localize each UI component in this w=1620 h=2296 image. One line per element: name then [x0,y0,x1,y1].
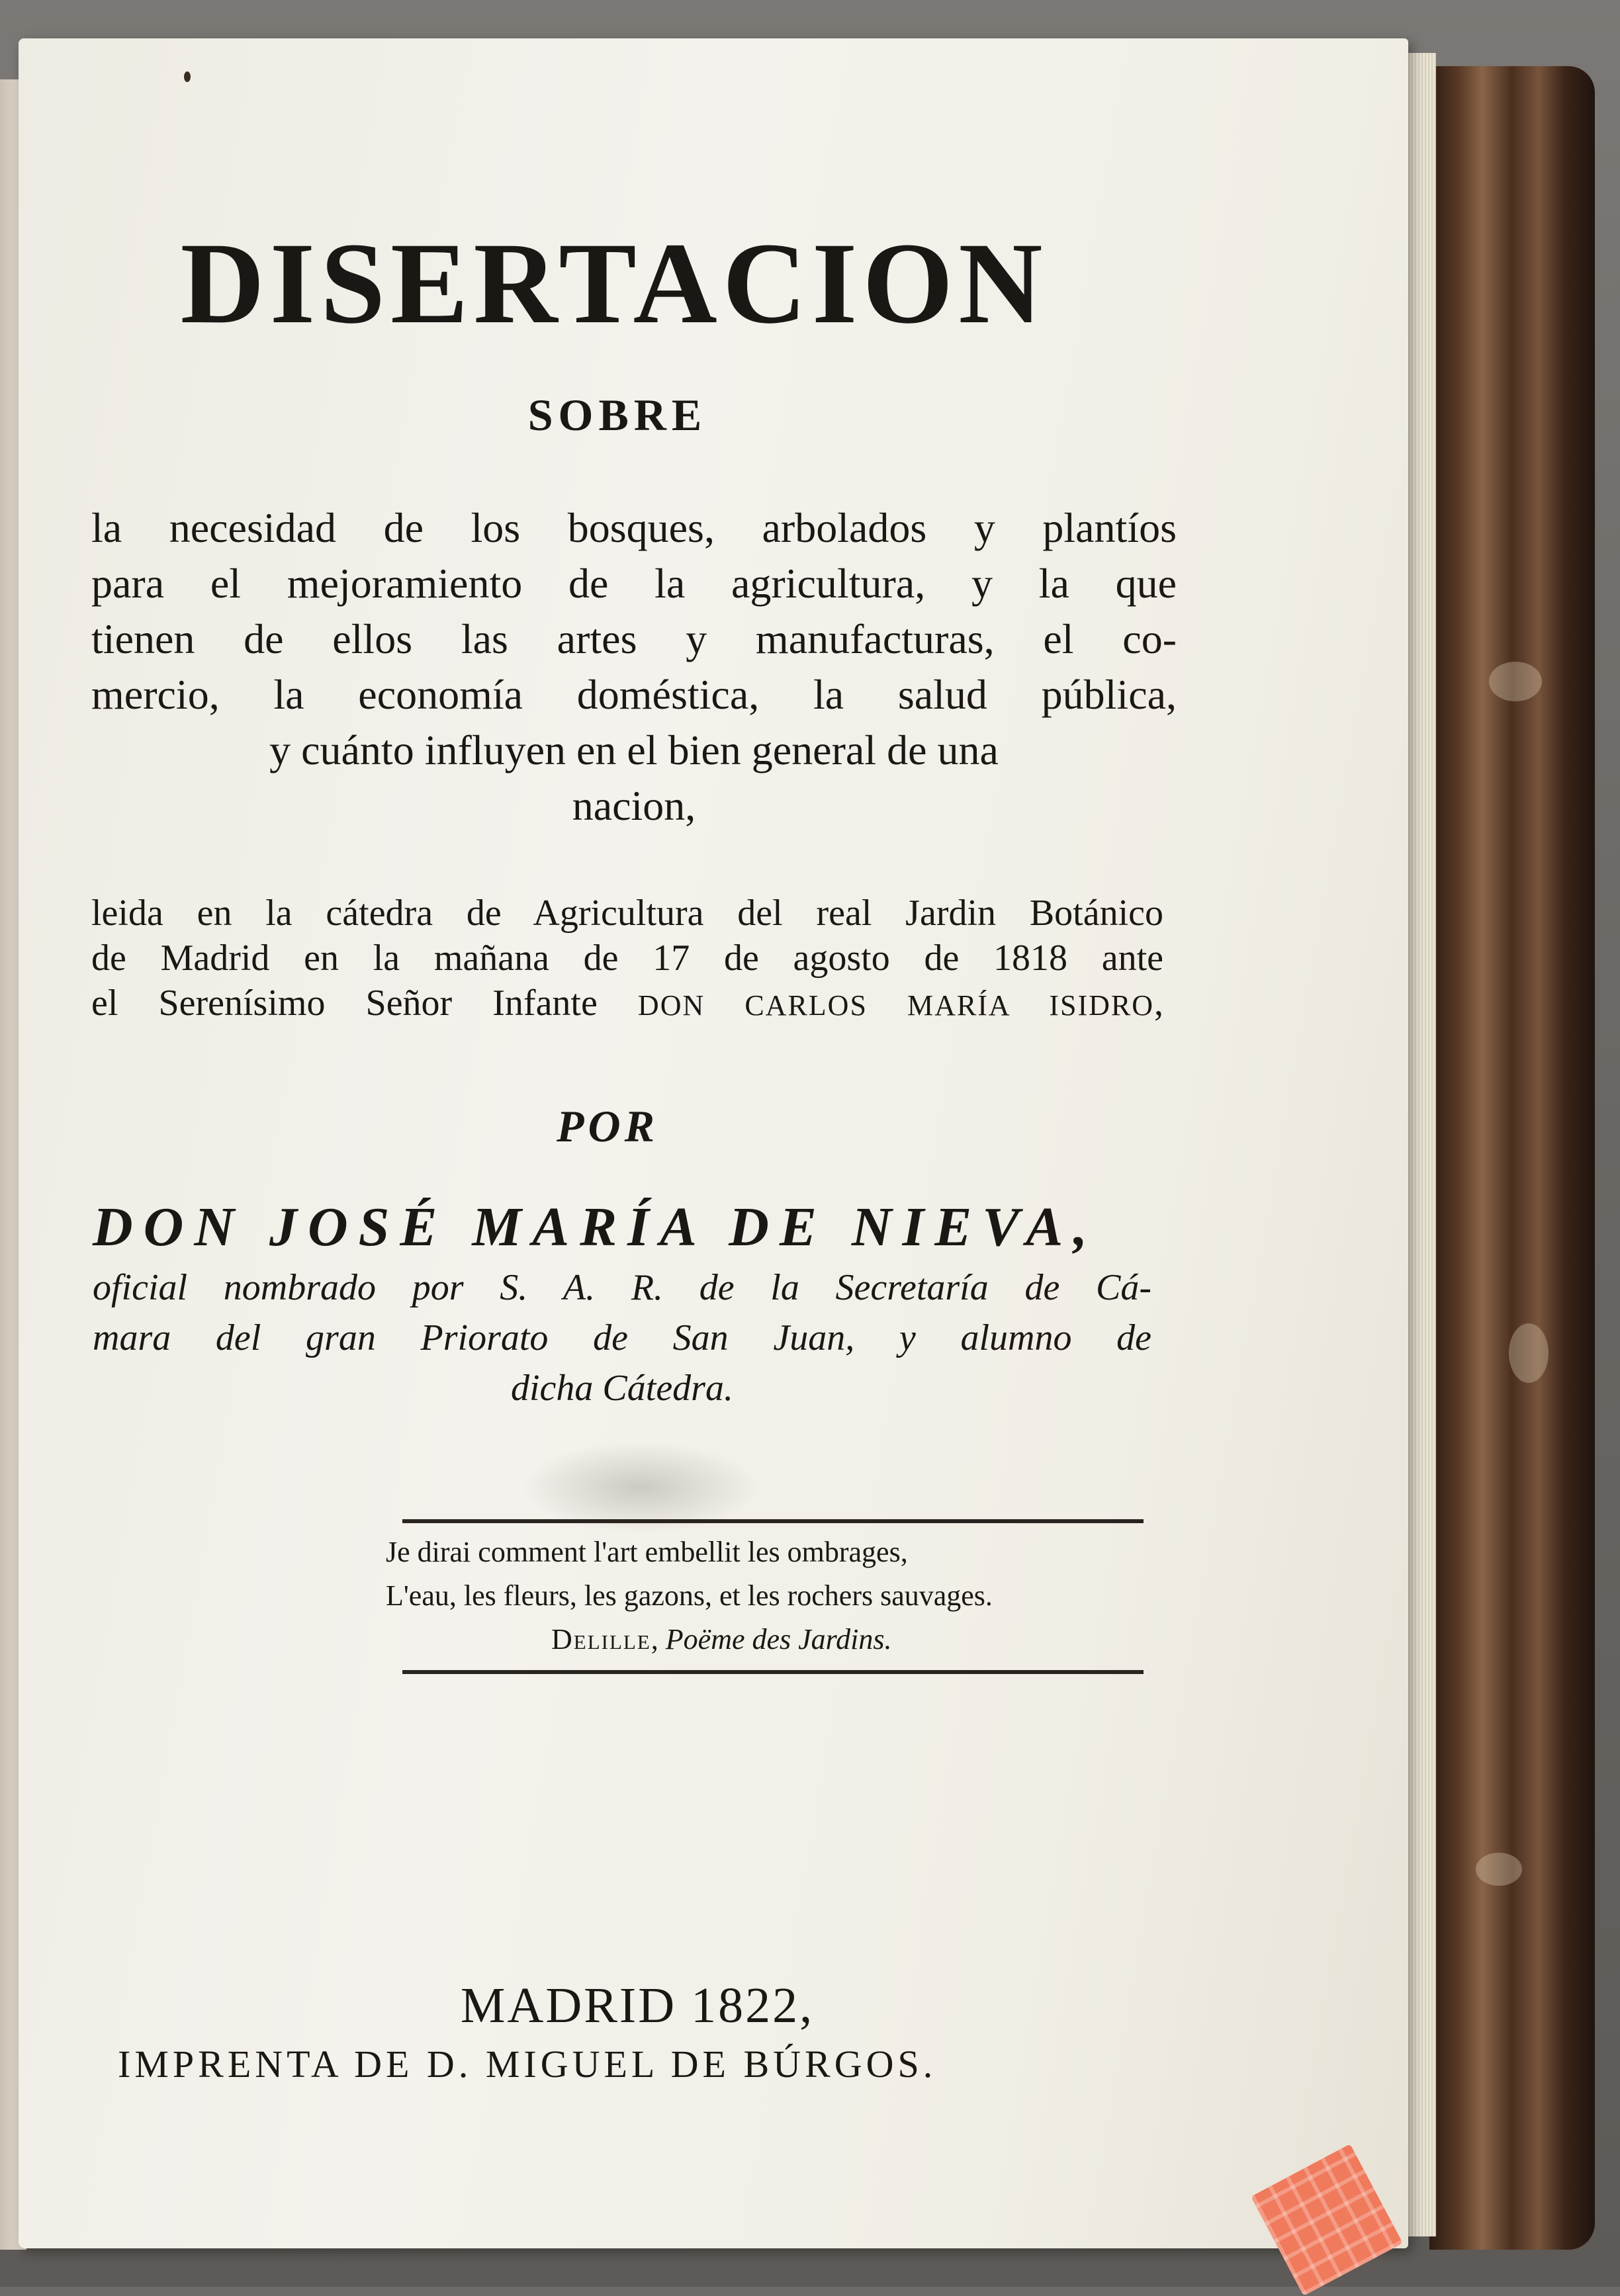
epigraph-bottom-rule [402,1670,1144,1674]
reading-suffix: , [1154,983,1163,1024]
title-page [19,38,1408,2248]
office-line: dicha Cátedra. [511,1368,733,1409]
author-name: DON JOSÉ MARÍA DE NIEVA, [93,1196,1099,1258]
epigraph-line: L'eau, les fleurs, les gazons, et les rochers sauvages. [386,1579,993,1612]
subject-line: mercio, la economía doméstica, la salud pública, [91,671,1177,718]
spine-marbling [1476,1853,1522,1886]
reading-line: leida en la cátedra de Agricultura del real Jardin Botánico [91,893,1163,934]
ink-spot [184,71,191,82]
reading-line-last [91,981,1163,1028]
subject-paragraph [91,500,1177,834]
reading-line: de Madrid en la mañana de 17 de agosto de 1818 ante [91,938,1163,979]
by-line: POR [557,1101,658,1151]
office-line: mara del gran Priorato de San Juan, y alumno de [93,1317,1151,1358]
epigraph-work: Poëme des Jardins. [665,1623,892,1656]
reading-prefix: el Serenísimo Señor Infante [91,983,638,1024]
imprint-printer: IMPRENTA DE D. MIGUEL DE BÚRGOS. [118,2043,937,2086]
title-subheading: SOBRE [527,390,707,440]
epigraph-top-rule [402,1519,1144,1523]
spine-marbling [1509,1323,1549,1383]
author-office [93,1262,1151,1413]
subject-line: para el mejoramiento de la agricultura, y la que [91,560,1177,607]
epigraph [386,1530,1153,1661]
reading-paragraph [91,891,1163,1028]
spine-marbling [1489,662,1542,701]
subject-line: la necesidad de los bosques, arbolados y plantíos [91,504,1177,551]
title-heading: DISERTACION [180,219,1048,348]
subject-line: tienen de ellos las artes y manufacturas, el co- [91,615,1177,662]
epigraph-attribution: Delille, Poëme des Jardins. [551,1623,892,1656]
epigraph-line: Je dirai comment l'art embellit les ombrages, [386,1536,908,1568]
book-spine [1429,66,1595,2250]
subject-line: nacion, [572,782,696,829]
infante-name: DON CARLOS MARÍA ISIDRO [637,989,1154,1022]
subject-line: y cuánto influyen en el bien general de una [269,727,999,773]
imprint-city-year: MADRID 1822, [460,1978,815,2033]
epigraph-poet: Delille [551,1623,651,1656]
office-line: oficial nombrado por S. A. R. de la Secretaría de Cá- [93,1267,1151,1308]
